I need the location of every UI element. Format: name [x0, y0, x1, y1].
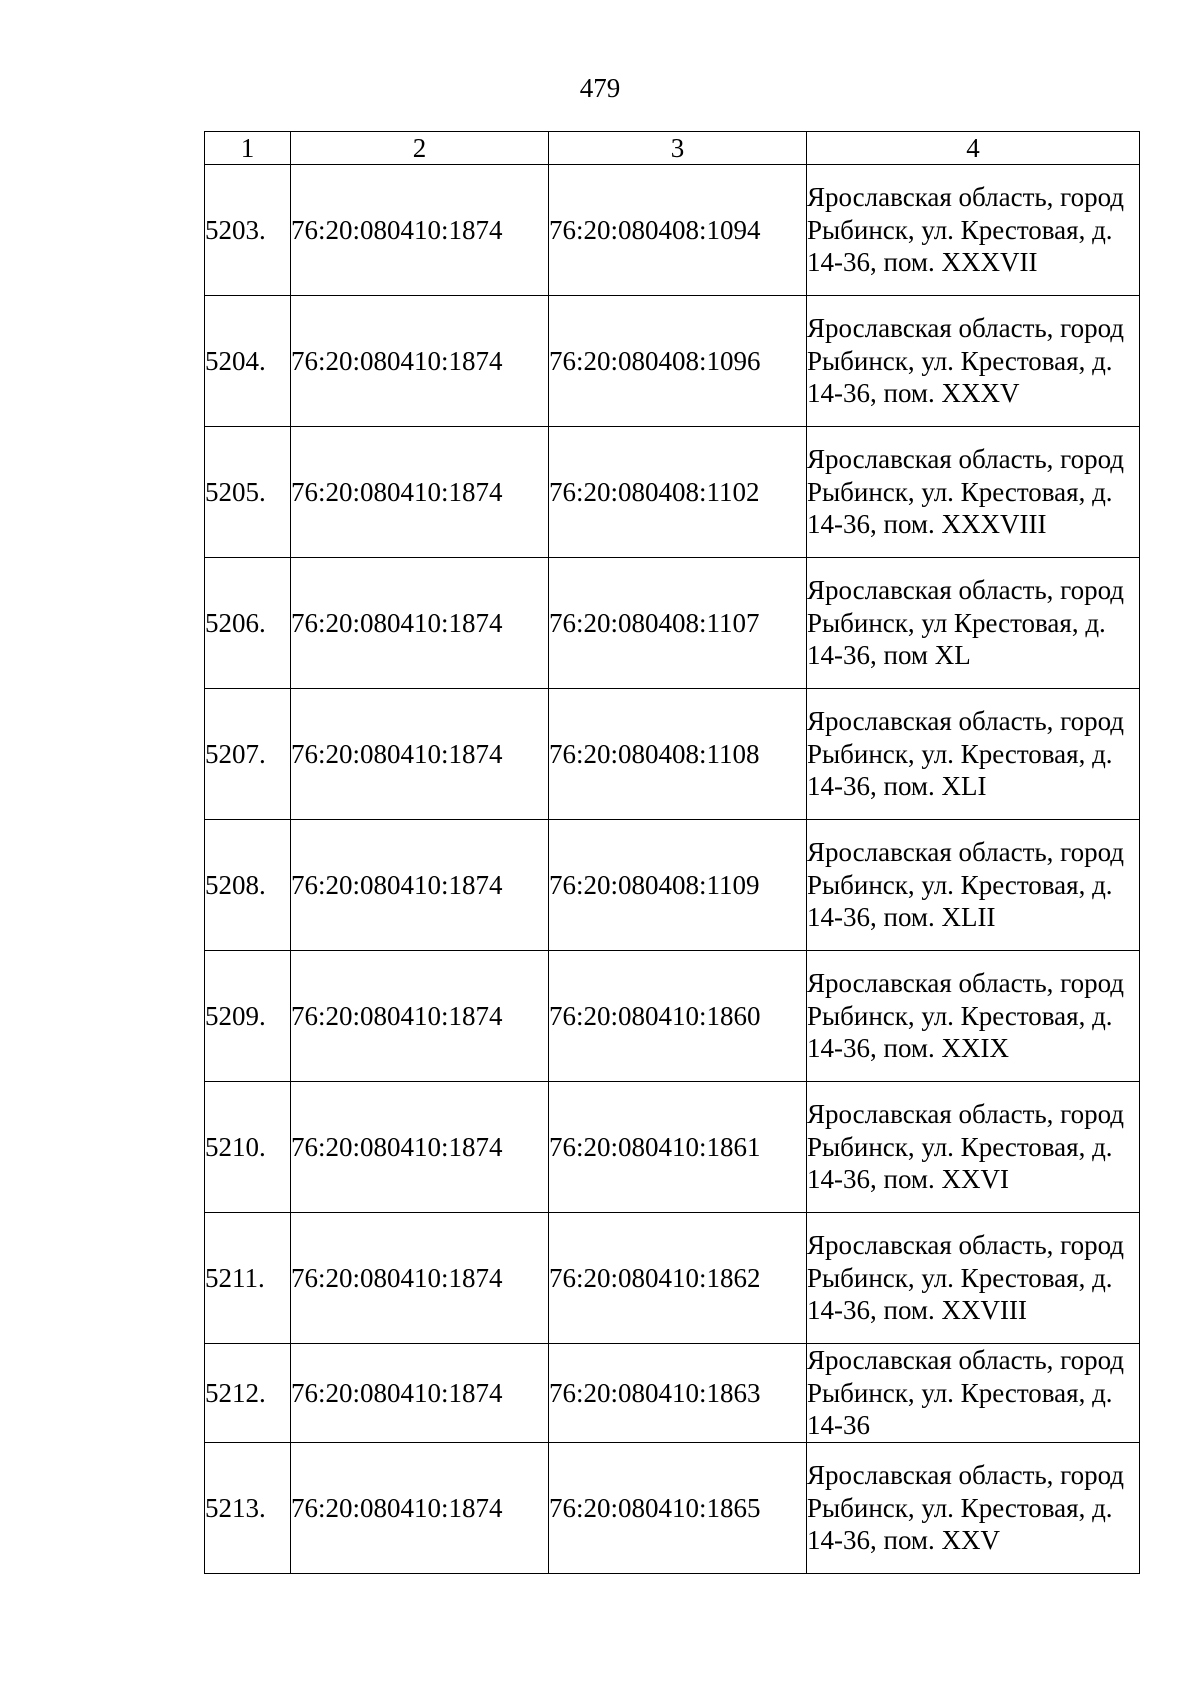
- table-row: [205, 951, 1140, 1082]
- parent-cadastral-number: 76:20:080410:1874: [291, 558, 549, 689]
- column-header-3: 3: [549, 132, 807, 165]
- table-row: [205, 820, 1140, 951]
- column-header-2: 2: [291, 132, 549, 165]
- table-row: [205, 427, 1140, 558]
- object-cadastral-number: 76:20:080410:1862: [549, 1213, 807, 1344]
- row-number: 5209.: [205, 951, 291, 1082]
- table-row: [205, 296, 1140, 427]
- table-row: [205, 1082, 1140, 1213]
- object-address: Ярославская область, город Рыбинск, ул. Крестовая, д. 14-36, пом. XXXV: [807, 296, 1140, 427]
- parent-cadastral-number: 76:20:080410:1874: [291, 427, 549, 558]
- parent-cadastral-number: 76:20:080410:1874: [291, 296, 549, 427]
- parent-cadastral-number: 76:20:080410:1874: [291, 165, 549, 296]
- object-cadastral-number: 76:20:080408:1096: [549, 296, 807, 427]
- object-cadastral-number: 76:20:080408:1109: [549, 820, 807, 951]
- table-row: [205, 1213, 1140, 1344]
- row-number: 5208.: [205, 820, 291, 951]
- object-cadastral-number: 76:20:080408:1107: [549, 558, 807, 689]
- row-number: 5206.: [205, 558, 291, 689]
- registry-table: [204, 131, 1140, 1574]
- parent-cadastral-number: 76:20:080410:1874: [291, 1213, 549, 1344]
- object-address: Ярославская область, город Рыбинск, ул. Крестовая, д. 14-36, пом. XXXVII: [807, 165, 1140, 296]
- row-number: 5205.: [205, 427, 291, 558]
- object-cadastral-number: 76:20:080410:1865: [549, 1443, 807, 1574]
- object-cadastral-number: 76:20:080408:1108: [549, 689, 807, 820]
- object-address: Ярославская область, город Рыбинск, ул. Крестовая, д. 14-36, пом. XLII: [807, 820, 1140, 951]
- row-number: 5207.: [205, 689, 291, 820]
- object-address: Ярославская область, город Рыбинск, ул Крестовая, д. 14-36, пом XL: [807, 558, 1140, 689]
- object-address: Ярославская область, город Рыбинск, ул. Крестовая, д. 14-36, пом. XXXVIII: [807, 427, 1140, 558]
- parent-cadastral-number: 76:20:080410:1874: [291, 951, 549, 1082]
- table-row: [205, 558, 1140, 689]
- object-address: Ярославская область, город Рыбинск, ул. Крестовая, д. 14-36, пом. XXVIII: [807, 1213, 1140, 1344]
- parent-cadastral-number: 76:20:080410:1874: [291, 1082, 549, 1213]
- object-cadastral-number: 76:20:080410:1861: [549, 1082, 807, 1213]
- row-number: 5212.: [205, 1344, 291, 1443]
- column-header-4: 4: [807, 132, 1140, 165]
- object-cadastral-number: 76:20:080408:1094: [549, 165, 807, 296]
- row-number: 5211.: [205, 1213, 291, 1344]
- object-address: Ярославская область, город Рыбинск, ул. Крестовая, д. 14-36, пом. XLI: [807, 689, 1140, 820]
- page-number: 479: [579, 73, 621, 103]
- object-address: Ярославская область, город Рыбинск, ул. Крестовая, д. 14-36: [807, 1344, 1140, 1443]
- object-cadastral-number: 76:20:080410:1860: [549, 951, 807, 1082]
- row-number: 5213.: [205, 1443, 291, 1574]
- parent-cadastral-number: 76:20:080410:1874: [291, 1344, 549, 1443]
- row-number: 5203.: [205, 165, 291, 296]
- object-cadastral-number: 76:20:080408:1102: [549, 427, 807, 558]
- table-row: [205, 165, 1140, 296]
- parent-cadastral-number: 76:20:080410:1874: [291, 689, 549, 820]
- table-row: [205, 1443, 1140, 1574]
- object-address: Ярославская область, город Рыбинск, ул. Крестовая, д. 14-36, пом. XXIX: [807, 951, 1140, 1082]
- table-row: [205, 689, 1140, 820]
- row-number: 5204.: [205, 296, 291, 427]
- object-address: Ярославская область, город Рыбинск, ул. Крестовая, д. 14-36, пом. XXVI: [807, 1082, 1140, 1213]
- table-row: [205, 1344, 1140, 1443]
- column-header-1: 1: [205, 132, 291, 165]
- parent-cadastral-number: 76:20:080410:1874: [291, 820, 549, 951]
- object-cadastral-number: 76:20:080410:1863: [549, 1344, 807, 1443]
- object-address: Ярославская область, город Рыбинск, ул. Крестовая, д. 14-36, пом. XXV: [807, 1443, 1140, 1574]
- table-header-row: [205, 132, 1140, 165]
- parent-cadastral-number: 76:20:080410:1874: [291, 1443, 549, 1574]
- row-number: 5210.: [205, 1082, 291, 1213]
